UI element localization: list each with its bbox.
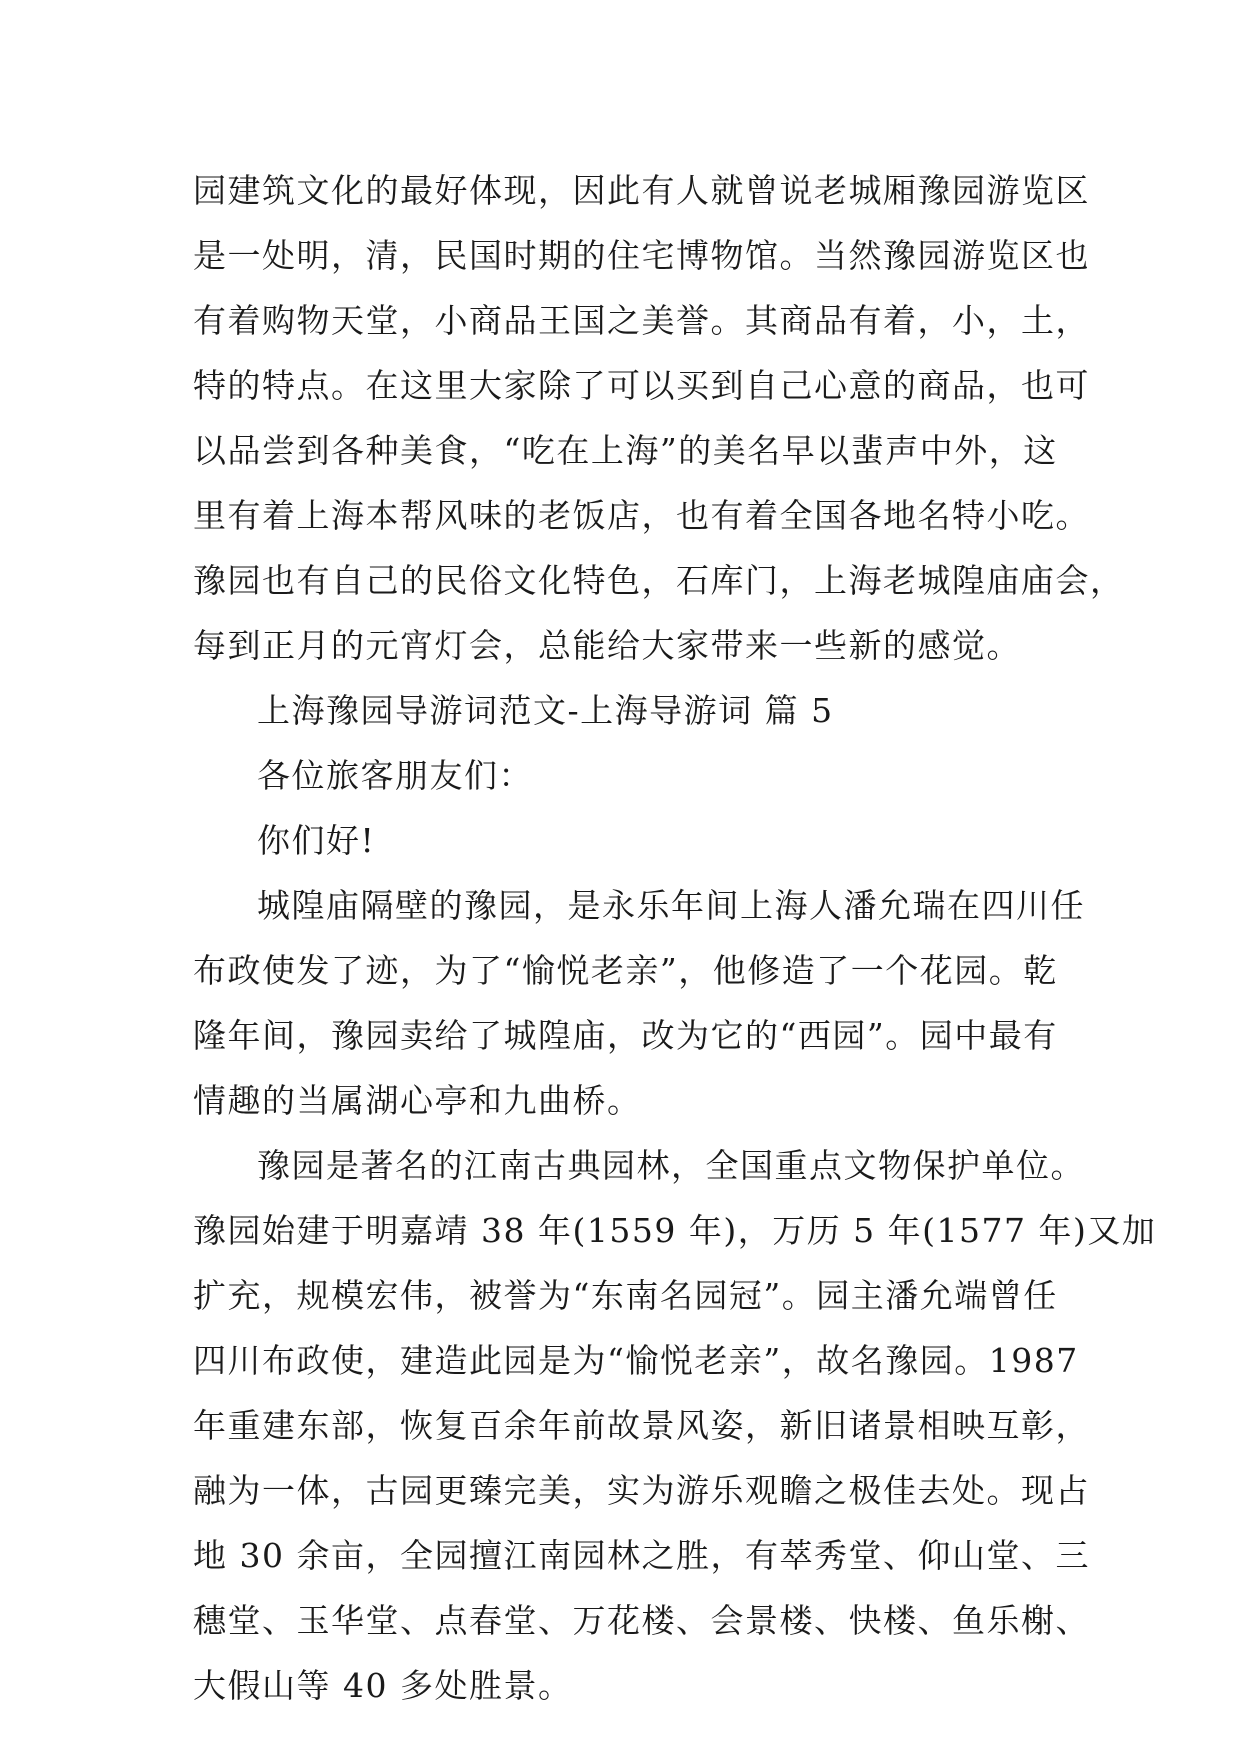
text-line: 以品尝到各种美食，“吃在上海”的美名早以蜚声中外，这 [193, 431, 1058, 470]
text-line: 特的特点。在这里大家除了可以买到自己心意的商品，也可 [193, 366, 1090, 405]
paragraph [193, 1133, 1157, 1718]
text-line: 年重建东部，恢复百余年前故景风姿，新旧诸景相映互彰， [193, 1406, 1090, 1445]
text-line: 豫园也有自己的民俗文化特色，石库门，上海老城隍庙庙会， [193, 561, 1125, 600]
text-line: 豫园始建于明嘉靖 38 年(1559 年)，万历 5 年(1577 年)又加 [193, 1211, 1157, 1250]
text-line: 四川布政使，建造此园是为“愉悦老亲”，故名豫园。1987 [193, 1341, 1079, 1380]
text-line: 大假山等 40 多处胜景。 [193, 1666, 573, 1705]
document-page [193, 158, 1157, 1718]
text-line: 豫园是著名的江南古典园林，全国重点文物保护单位。 [257, 1146, 1085, 1185]
text-line: 穗堂、玉华堂、点春堂、万花楼、会景楼、快楼、鱼乐榭、 [193, 1601, 1090, 1640]
text-line: 你们好! [257, 821, 376, 860]
text-line: 各位旅客朋友们： [257, 756, 533, 795]
text-line: 地 30 余亩，全园擅江南园林之胜，有萃秀堂、仰山堂、三 [193, 1536, 1090, 1575]
text-line: 融为一体，古园更臻完美，实为游乐观瞻之极佳去处。现占 [193, 1471, 1090, 1510]
text-line: 上海豫园导游词范文-上海导游词 篇 5 [257, 691, 834, 730]
text-line: 有着购物天堂，小商品王国之美誉。其商品有着，小，土， [193, 301, 1090, 340]
text-line: 是一处明，清，民国时期的住宅博物馆。当然豫园游览区也 [193, 236, 1090, 275]
paragraph [193, 743, 1053, 808]
text-line: 扩充，规模宏伟，被誉为“东南名园冠”。园主潘允端曾任 [193, 1276, 1058, 1315]
paragraph [193, 873, 1085, 1133]
text-line: 园建筑文化的最好体现，因此有人就曾说老城厢豫园游览区 [193, 171, 1090, 210]
text-line: 布政使发了迹，为了“愉悦老亲”，他修造了一个花园。乾 [193, 951, 1058, 990]
paragraph [193, 678, 1053, 743]
text-line: 城隍庙隔壁的豫园，是永乐年间上海人潘允瑞在四川任 [257, 886, 1085, 925]
text-line: 情趣的当属湖心亭和九曲桥。 [193, 1081, 642, 1120]
text-line: 里有着上海本帮风味的老饭店，也有着全国各地名特小吃。 [193, 496, 1090, 535]
paragraph [193, 808, 1053, 873]
text-line: 每到正月的元宵灯会，总能给大家带来一些新的感觉。 [193, 626, 1021, 665]
text-line: 隆年间，豫园卖给了城隍庙，改为它的“西园”。园中最有 [193, 1016, 1058, 1055]
paragraph [193, 158, 1125, 678]
